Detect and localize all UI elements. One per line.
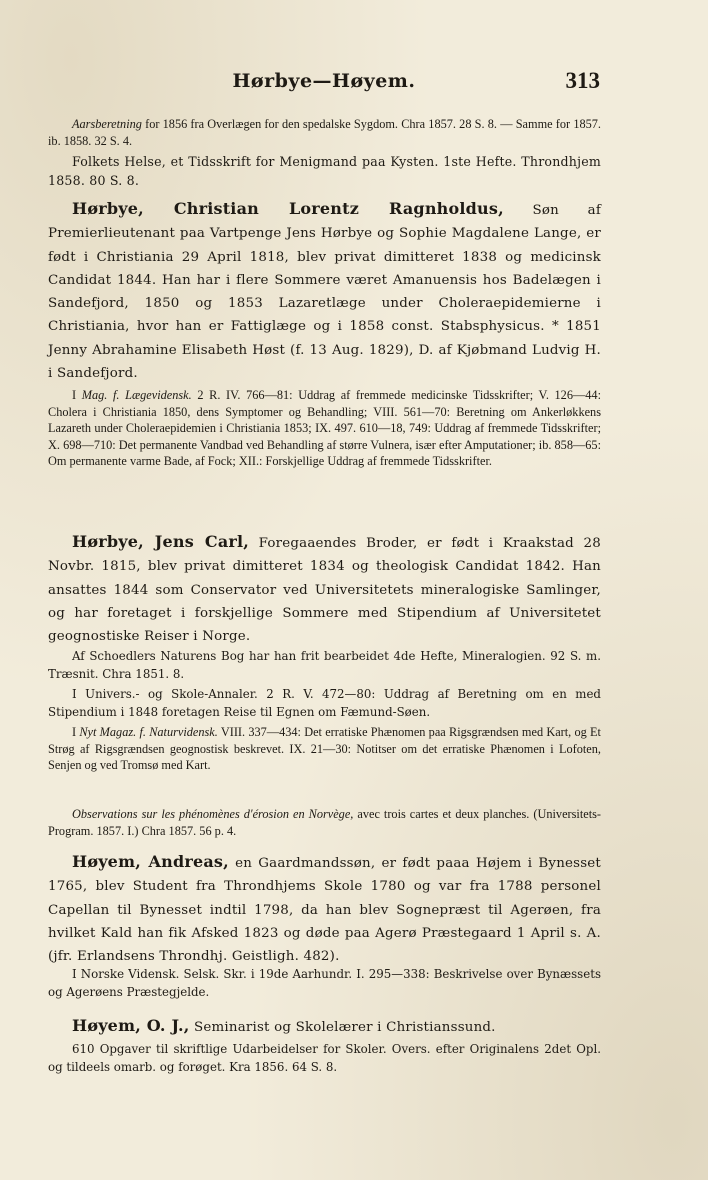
reference-text: I Norske Vidensk. Selsk. Skr. i 19de Aarhundr. I. 295—338: Beskrivelse over Bynæssets og Agerøens Præstegjelde. — [48, 967, 601, 999]
entry-oj-reference-1 — [48, 1041, 601, 1076]
entry-name: Hørbye, Jens Carl, — [72, 532, 250, 551]
entry-jens-carl-reference-2 — [48, 686, 601, 721]
reference-title: Nyt Magaz. f. Naturvidensk. — [79, 725, 218, 739]
entry-jens-carl-reference-4 — [48, 806, 601, 839]
reference-text: Folkets Helse, et Tidsskrift for Menigmand paa Kysten. 1ste Hefte. Throndhjem 1858. 80 S. 8. — [48, 154, 601, 188]
reference-title: Aarsberetning — [72, 117, 142, 131]
entry-body: Søn af Premierlieutenant paa Vartpenge Jens Hørbye og Sophie Magdalene Lange, er født i Christiania 29 April 1818, blev privat dimitteret 1838 og medicinsk Candidat 1844. Han har i flere Sommere været Amanuensis hos Badelægen i Sandefjord, 1850 og 1853 Lazaretlæge under Choleraepidemierne i Christiania, hvor han er Fattiglæge og i 1858 const. Stabsphysicus. * 1851 Jenny Abrahamine Elisabeth Høst (f. 13 Aug. 1829), D. af Kjøbmand Ludvig H. i Sandefjord. — [48, 203, 601, 382]
top-reference-aarsberetning — [48, 116, 601, 149]
page-header — [48, 66, 600, 100]
running-head: Hørbye—Høyem. — [232, 70, 416, 92]
reference-title: Observations sur les phénomènes d'érosion en Norvège, — [72, 807, 354, 821]
entry-christian-reference-1: I Mag. f. Lægevidensk. 2 R. IV. 766—81: Uddrag af fremmede medicinske Tidsskrifter; V. 126—44: Cholera i Christiania 1850, dens Symptomer og Behandling; VIII. 561—70: Beretning om Ankerløkkens Lazareth under Choleraepidemien i Christiania 1853; IX. 497. 610—18, 749: Uddrag af fremmede Tidsskrifter; X. 698—710: Det permanente Vandbad ved Behandling af større Vulnera, især efter Amputationer; ib. 858—65: Om permanente varme Bade, af Fock; XII.: Forskjellige Uddrag af fremmede Tidsskrifter. — [48, 388, 601, 468]
entry-andreas-reference-1 — [48, 966, 601, 1001]
entry-christian-hoerbye — [48, 197, 601, 385]
top-reference-folkets-helse — [48, 152, 601, 190]
reference-text: Af Schoedlers Naturens Bog har han frit bearbeidet 4de Hefte, Mineralogien. 92 S. m. Træsnit. Chra 1851. 8. — [48, 649, 601, 681]
entry-name: Hørbye, Christian Lorentz Ragnholdus, — [72, 199, 504, 218]
entry-name: Høyem, O. J., — [72, 1016, 190, 1035]
reference-title: Mag. f. Lægevidensk. — [81, 388, 192, 402]
entry-jens-carl-reference-1 — [48, 648, 601, 683]
reference-text: I Univers.- og Skole-Annaler. 2 R. V. 472—80: Uddrag af Beretning om en med Stipendium i 1848 foretagen Reise til Egnen om Fæmund-Søen. — [48, 687, 601, 719]
reference-text: for 1856 fra Overlægen for den spedalske Sygdom. Chra 1857. 28 S. 8. — Samme for 1857. ib. 1858. 32 S. 4. — [48, 117, 601, 148]
entry-jens-carl-reference-3: I Nyt Magaz. f. Naturvidensk. VIII. 337—434: Det erratiske Phænomen paa Rigsgrændsen med Kart, og Et Strøg af Rigsgrændsen geognostisk beskrevet. IX. 21—30: Notitser om det erratiske Phænomen i Lofoten, Senjen og ved Tromsø med Kart. — [48, 725, 601, 772]
reference-text: 2 R. IV. 766—81: Uddrag af fremmede medicinske Tidsskrifter; V. 126—44: Cholera i Christiania 1850, dens Symptomer og Behandling; VIII. 561—70: Beretning om Ankerløkkens Lazareth under Choleraepidemien i Christiania 1853; IX. 497. 610—18, 749: Uddrag af fremmede Tidsskrifter; X. 698—710: Det permanente Vandbad ved Behandling af større Vulnera, især efter Amputationer; ib. 858—65: Om permanente varme Bade, af Fock; XII.: Forskjellige Uddrag af fremmede Tidsskrifter. — [48, 388, 601, 468]
reference-text: avec trois cartes et deux planches. (Universitets-Program. 1857. I.) Chra 1857. 56 p. 4. — [48, 807, 601, 838]
entry-oj-hoeyem — [48, 1014, 601, 1039]
entry-body: Foregaaendes Broder, er født i Kraakstad 28 Novbr. 1815, blev privat dimitteret 1834 og theologisk Candidat 1842. Han ansattes 1844 som Conservator ved Universitetets mineralogiske Samlinger, og har foretaget i forskjellige Sommere med Stipendium af Universitetet geognostiske Reiser i Norge. — [48, 536, 601, 645]
entry-andreas-hoeyem — [48, 850, 601, 968]
reference-text: VIII. 337—434: Det erratiske Phænomen paa Rigsgrændsen med Kart, og Et Strøg af Rigsgrændsen geognostisk beskrevet. IX. 21—30: Notitser om det erratiske Phænomen i Lofoten, Senjen og ved Tromsø med Kart. — [48, 725, 601, 772]
page-number: 313 — [565, 68, 600, 93]
entry-body: en Gaardmandssøn, er født paaa Højem i Bynesset 1765, blev Student fra Throndhjems Skole 1780 og var fra 1788 personel Capellan til Bynesset indtil 1798, da han blev Sognepræst til Agerøen, fra hvilket Kald han fik Afsked 1823 og døde paa Agerø Præstegaard 1 April s. A. (jfr. Erlandsens Throndhj. Geistligh. 482). — [48, 856, 601, 965]
reference-text: 610 Opgaver til skriftlige Udarbeidelser for Skoler. Overs. efter Originalens 2det Opl. og tildeels omarb. og forøget. Kra 1856. 64 S. 8. — [48, 1042, 601, 1074]
entry-body: Seminarist og Skolelærer i Christianssund. — [189, 1020, 496, 1035]
entry-jens-carl-hoerbye — [48, 530, 601, 648]
entry-name: Høyem, Andreas, — [72, 852, 229, 871]
